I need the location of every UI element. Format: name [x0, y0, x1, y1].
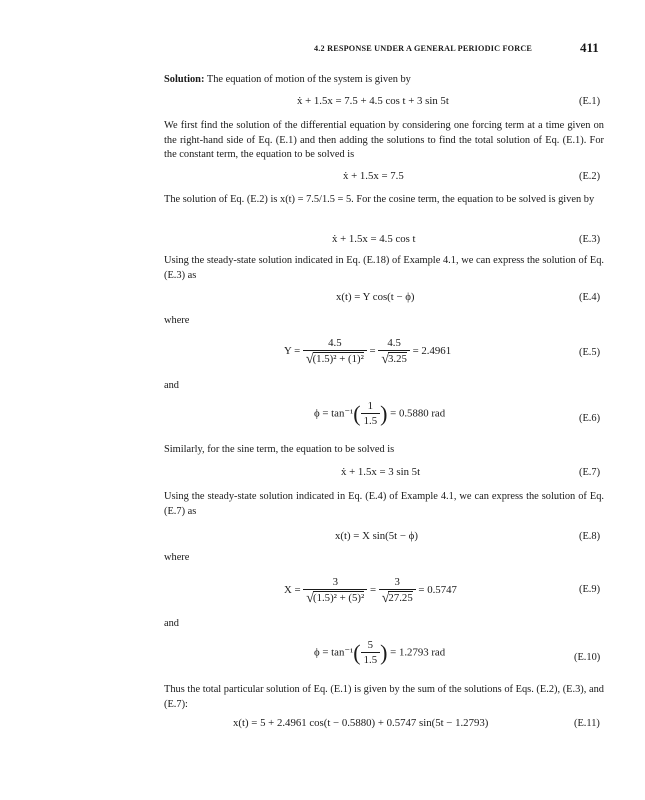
e9-equals: =	[369, 583, 377, 596]
e9-fraction-2	[379, 576, 416, 605]
paragraph-2: The solution of Eq. (E.2) is x(t) = 7.5/1.5 = 5. For the cosine term, the equation to be solved is given by	[164, 194, 595, 205]
sqrt-symbol: √	[381, 591, 390, 606]
page-number: 411	[580, 40, 599, 55]
equation-e10	[314, 639, 445, 667]
paragraph-1: We first find the solution of the differential equation by considering one forcing term at a time given on the right-hand side of Eq. (E.1) and then adding the solutions to find the total solution of Eq. (E.1). For the constant term, the equation to be solved is	[164, 120, 604, 161]
paragraph-4: Similarly, for the sine term, the equation to be solved is	[164, 444, 395, 455]
equation-e9-number: (E.9)	[579, 584, 601, 595]
equation-e8-number: (E.8)	[579, 531, 601, 542]
e9-fraction-1	[303, 576, 367, 605]
left-paren: (	[353, 640, 361, 665]
e10-lhs: ϕ = tan⁻¹	[314, 646, 354, 659]
e6-lhs: ϕ = tan⁻¹	[314, 407, 354, 420]
e5-numerator-2: 4.5	[387, 337, 401, 349]
e6-result: = 0.5880 rad	[390, 407, 446, 420]
equation-e2-number: (E.2)	[579, 171, 601, 182]
paragraph-5: Using the steady-state solution indicated in Eq. (E.4) of Example 4.1, we can express the solution of Eq. (E.7) as	[164, 491, 604, 517]
e6-denominator: 1.5	[361, 413, 381, 428]
e5-denominator-2: 3.25	[388, 353, 407, 365]
paragraph-6: Thus the total particular solution of Eq. (E.1) is given by the sum of the solutions of Eqs. (E.2), (E.3), and (E.7):	[164, 684, 604, 710]
e10-numerator: 5	[367, 639, 374, 651]
intro-text: The equation of motion of the system is given by	[206, 74, 411, 85]
equation-e2: ẋ + 1.5x = 7.5	[343, 170, 404, 182]
e9-denominator-1: (1.5)² + (5)²	[312, 592, 365, 604]
left-paren: (	[353, 401, 361, 426]
equation-e10-number: (E.10)	[574, 652, 601, 663]
running-header: 4.2 RESPONSE UNDER A GENERAL PERIODIC FORCE	[314, 44, 533, 53]
equation-e3-number: (E.3)	[579, 234, 601, 245]
e6-numerator: 1	[367, 400, 374, 412]
solution-intro	[164, 73, 604, 88]
e10-fraction	[361, 639, 381, 667]
e9-denominator-2: 27.25	[388, 592, 413, 604]
solution-label: Solution:	[164, 74, 205, 85]
sqrt-symbol: √	[305, 352, 314, 367]
e9-numerator-1: 3	[332, 576, 338, 588]
e5-fraction-2	[378, 337, 410, 366]
sqrt-symbol: √	[381, 352, 390, 367]
e9-result: = 0.5747	[418, 583, 457, 596]
e6-fraction	[361, 400, 381, 428]
where-label-2: where	[164, 552, 190, 563]
equation-e6	[314, 400, 445, 428]
e5-equals: =	[369, 344, 376, 357]
equation-e11: x(t) = 5 + 2.4961 cos(t − 0.5880) + 0.5747 sin(5t − 1.2793)	[233, 717, 489, 729]
e10-result: = 1.2793 rad	[390, 646, 446, 659]
equation-e7: ẋ + 1.5x = 3 sin 5t	[341, 466, 421, 478]
equation-e7-number: (E.7)	[579, 467, 601, 478]
e9-lhs: X =	[284, 583, 301, 596]
equation-e1-number: (E.1)	[579, 96, 601, 107]
e5-result: = 2.4961	[412, 344, 452, 357]
equation-e4-number: (E.4)	[579, 292, 601, 303]
e9-numerator-2: 3	[394, 576, 400, 588]
equation-e11-number: (E.11)	[574, 718, 600, 729]
and-label-1: and	[164, 380, 180, 391]
equation-e5-number: (E.5)	[579, 347, 601, 358]
equation-e4: x(t) = Y cos(t − ϕ)	[336, 291, 415, 303]
equation-e6-number: (E.6)	[579, 413, 601, 424]
e5-denominator-1: (1.5)² + (1)²	[312, 353, 364, 365]
and-label-2: and	[164, 618, 180, 629]
right-paren: )	[380, 640, 388, 665]
equation-e3: ẋ + 1.5x = 4.5 cos t	[332, 233, 416, 245]
paragraph-3: Using the steady-state solution indicated in Eq. (E.18) of Example 4.1, we can express the solution of Eq. (E.3) as	[164, 255, 604, 281]
equation-e1: ẋ + 1.5x = 7.5 + 4.5 cos t + 3 sin 5t	[297, 95, 449, 107]
right-paren: )	[380, 401, 388, 426]
equation-e8: x(t) = X sin(5t − ϕ)	[335, 530, 418, 542]
e5-fraction-1	[303, 337, 367, 366]
sqrt-symbol: √	[306, 591, 314, 606]
e10-denominator: 1.5	[361, 652, 381, 667]
e5-numerator-1: 4.5	[328, 337, 342, 349]
equation-e5	[284, 337, 451, 366]
e5-lhs: Y =	[284, 344, 301, 357]
where-label-1: where	[164, 315, 190, 326]
equation-e9	[284, 576, 457, 605]
